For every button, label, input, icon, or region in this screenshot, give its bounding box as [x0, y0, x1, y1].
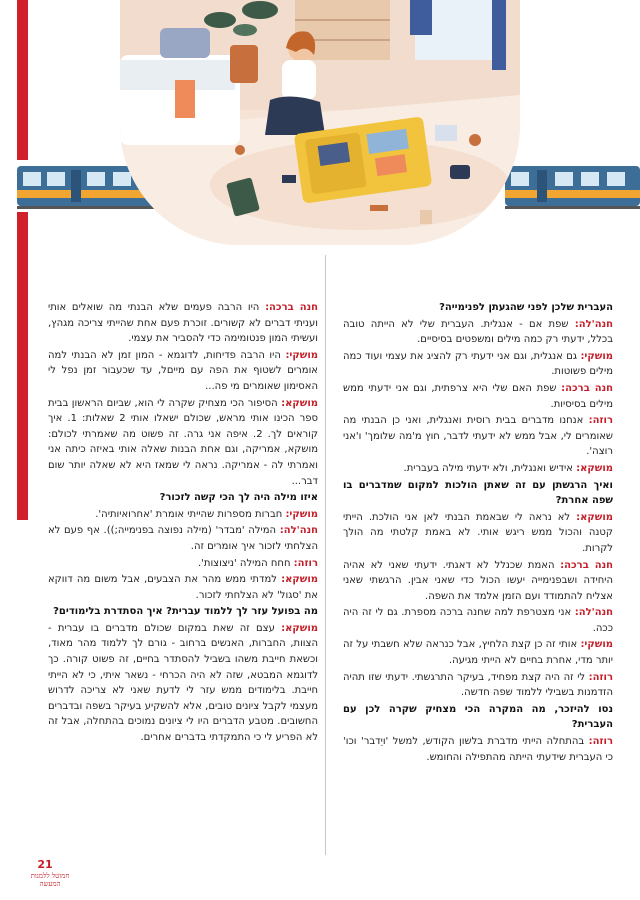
interview-question: העברית שלכן לפני שהגעתן לפנימייה? [439, 302, 613, 313]
answer-text: עצם זה שאת במקום שכולם מדברים בו עברית - הצוות, החברות, האנשים ברחוב - גורם לך ללמוד מהר מאוד, וכשאת חייבת משהו בשביל להסתדר בחיים, זה פשוט קורה. כך לדוגמא המבטא, שזה לא היה הכרחי - נשאר איתי, כי לא הייתי חייבת. בלימודים ממש עזר לי לדעת שאני לא צריכה לדרוש מעצמי לקבל ציונים טובים, אלא להשקיע בעיקר בשפה ובדברים החשובים. מטבע הדברים היו לי ציונים נמוכים בהתחלה, אבל זה לא הפריע לי כי התמקדתי בדברים אחרים. [48, 622, 318, 744]
interview-answer [48, 396, 318, 490]
interview-answer [343, 637, 613, 668]
answer-text: אותי זה כן קצת הלחיץ, אבל כנראה שלא חשבתי על זה יותר מדי, אחרת בחיים לא הייתי מגיעה. [343, 639, 613, 667]
speaker-name: מושקי: [580, 639, 613, 651]
answer-text: היו הרבה פעמים שלא הבנתי מה שואלים אותי ועניתי דברים לא קשורים. זוכרת פעם אחת שהייתי צריכה מגהץ, ועשיתי המון פנטומימה כדי להסביר את עצמי. [48, 302, 318, 345]
interview-answer [343, 317, 613, 348]
speaker-name: מושקי: [580, 350, 613, 362]
answer-text: אני מצטרפת למה שחנה ברכה מספרת. גם לי זה היה ככה. [343, 607, 613, 634]
interview-answer [343, 734, 613, 765]
interview-question: איזו מילה היה לך הכי קשה לזכור? [159, 492, 318, 504]
interview-answer [343, 670, 613, 701]
speaker-name: רוזה: [293, 557, 318, 569]
answer-text: לא נראה לי שבאמת הבנתי לאן אני הולכת. הייתי קטנה והכול ממש ריגש אותי. לא באמת קלטתי מה הולך לקרות. [343, 511, 613, 554]
interview-question: נסו להיזכר, מה המקרה הכי מצחיק שקרה לכן עם העברית? [343, 703, 613, 731]
magazine-logo: חמוטל ללמנות המעשה [30, 872, 70, 888]
answer-text: למדתי ממש מהר את הצבעים, אבל משום מה דווקא את 'סגול' לא הצלחתי לזכור. [48, 574, 318, 601]
speaker-name: חנה ברכה: [560, 559, 613, 571]
answer-text: אנחנו מדברים בבית רוסית ואנגלית, ואני כן הבנתי מה שאומרים לי, אבל ממש לא ידעתי לדבר, חוץ מ'מה שלומך' ו'אני רוצה'. [343, 415, 613, 458]
answer-text: המילה 'מבדר' (מילה נפוצה בפנימייה;)). אף פעם לא הצלחתי לזכור איך אומרים זה. [48, 525, 318, 552]
answer-text: אידיש ואנגלית, ולא ידעתי מילה בעברית. [403, 462, 577, 474]
train-illustration-right [505, 160, 640, 212]
answer-text: גם אנגלית, וגם אני ידעתי רק להציג את עצמי ועוד כמה מילים פשוטות. [343, 350, 613, 378]
speaker-name: מושקא: [281, 622, 318, 634]
answer-text: לי זה היה קצת מפחיד, בעיקר התרגשתי. ידעתי שזו תהיה הזדמנות בשבילי ללמוד שפה חדשה. [343, 671, 613, 699]
speaker-name: חנה ברכה: [561, 382, 614, 394]
answer-text: בהתחלה הייתי מדברת בלשון הקודש, למשל 'ויֵדבר' וכו' כי העברית שידעתי הייתה מהתפילה והחומש. [343, 736, 613, 763]
answer-text: חברות מספרות שהייתי אומרת 'אחרואיותיה'. [95, 508, 286, 520]
interview-column-left [48, 300, 318, 747]
answer-text: הסיפור הכי מצחיק שקרה לי הוא, שביום הראשון בבית ספר הכינו אותי מראש, שכולם ישאלו אותי 2 שאלות: 1. איך קוראים לך. 2. איפה אני גרה. זה פשוט מה שאמרתי לכולם: מושקא, אמריקה, וגם אחת הבנות שאלה אותי באיזה כיתה אני ואמרתי לה - אמריקה. נראה לי שמאז היא לא שאלה יותר שום דבר... [48, 397, 318, 487]
answer-text: האמת שכנלל לא דאגתי. ידעתי שאני לא אהיה היחידה ושבפנימייה יעשו הכול כדי שאני אבין. הרגשתי שאני אצליח להתמודד ועם הזמן אלמד את השפה. [343, 559, 613, 602]
interview-answer [343, 605, 613, 636]
speaker-name: מושקי: [285, 508, 318, 520]
page-number: 21 [37, 858, 53, 871]
interview-answer [343, 461, 613, 477]
interview-question: ואיך הרגשתן עם זה שאתן הולכות למקום שמדברים בו שפה אחרת? [343, 479, 613, 507]
red-accent-bar [17, 0, 28, 520]
speaker-name: חנה'לה: [574, 607, 613, 619]
speaker-name: מושקא: [576, 511, 613, 523]
interview-answer [48, 300, 318, 347]
interview-answer [48, 556, 318, 572]
interview-column-right [343, 300, 613, 766]
speaker-name: מושקא: [281, 397, 318, 409]
column-divider [325, 255, 326, 855]
speaker-name: רוזה: [588, 671, 613, 683]
speaker-name: מושקי: [285, 349, 318, 361]
speaker-name: רוזה: [588, 415, 613, 427]
interview-answer [48, 572, 318, 603]
interview-answer [343, 413, 613, 460]
speaker-name: חנה ברכה: [265, 302, 319, 313]
interview-answer [48, 348, 318, 395]
interview-question: מה בפועל עזר לך ללמוד עברית? איך הסתדרת בלימודים? [53, 606, 318, 618]
packing-suitcase-illustration [120, 0, 520, 245]
interview-answer [343, 510, 613, 557]
speaker-name: מושקא: [281, 574, 318, 586]
answer-text: שפת האם שלי היא צרפתית, וגם אני ידעתי ממש מילים בסיסיות. [343, 382, 613, 410]
interview-answer [343, 349, 613, 380]
interview-answer [48, 507, 318, 523]
answer-text: חחח המילה 'ניצוצות'. [197, 557, 294, 569]
answer-text: שפת אם - אנגלית. העברית שלי לא הייתה טובה בכלל, ידעתי רק כמה מילים ומשפטים בסיסיים. [343, 318, 613, 346]
interview-answer [343, 381, 613, 412]
interview-answer [343, 558, 613, 605]
speaker-name: רוזה: [588, 736, 613, 748]
speaker-name: חנה'לה: [574, 318, 613, 330]
speaker-name: חנה'לה: [279, 525, 318, 537]
interview-answer [48, 621, 318, 746]
speaker-name: מושקא: [576, 462, 613, 474]
answer-text: היו הרבה פדיחות, לדוגמא - המון זמן לא הבנתי למה אומרים לשטוף את הפה עם מייםל, עד שכעבור זמן נפל לי האסימון שאומרים מי פה... [48, 349, 318, 392]
interview-answer [48, 523, 318, 554]
